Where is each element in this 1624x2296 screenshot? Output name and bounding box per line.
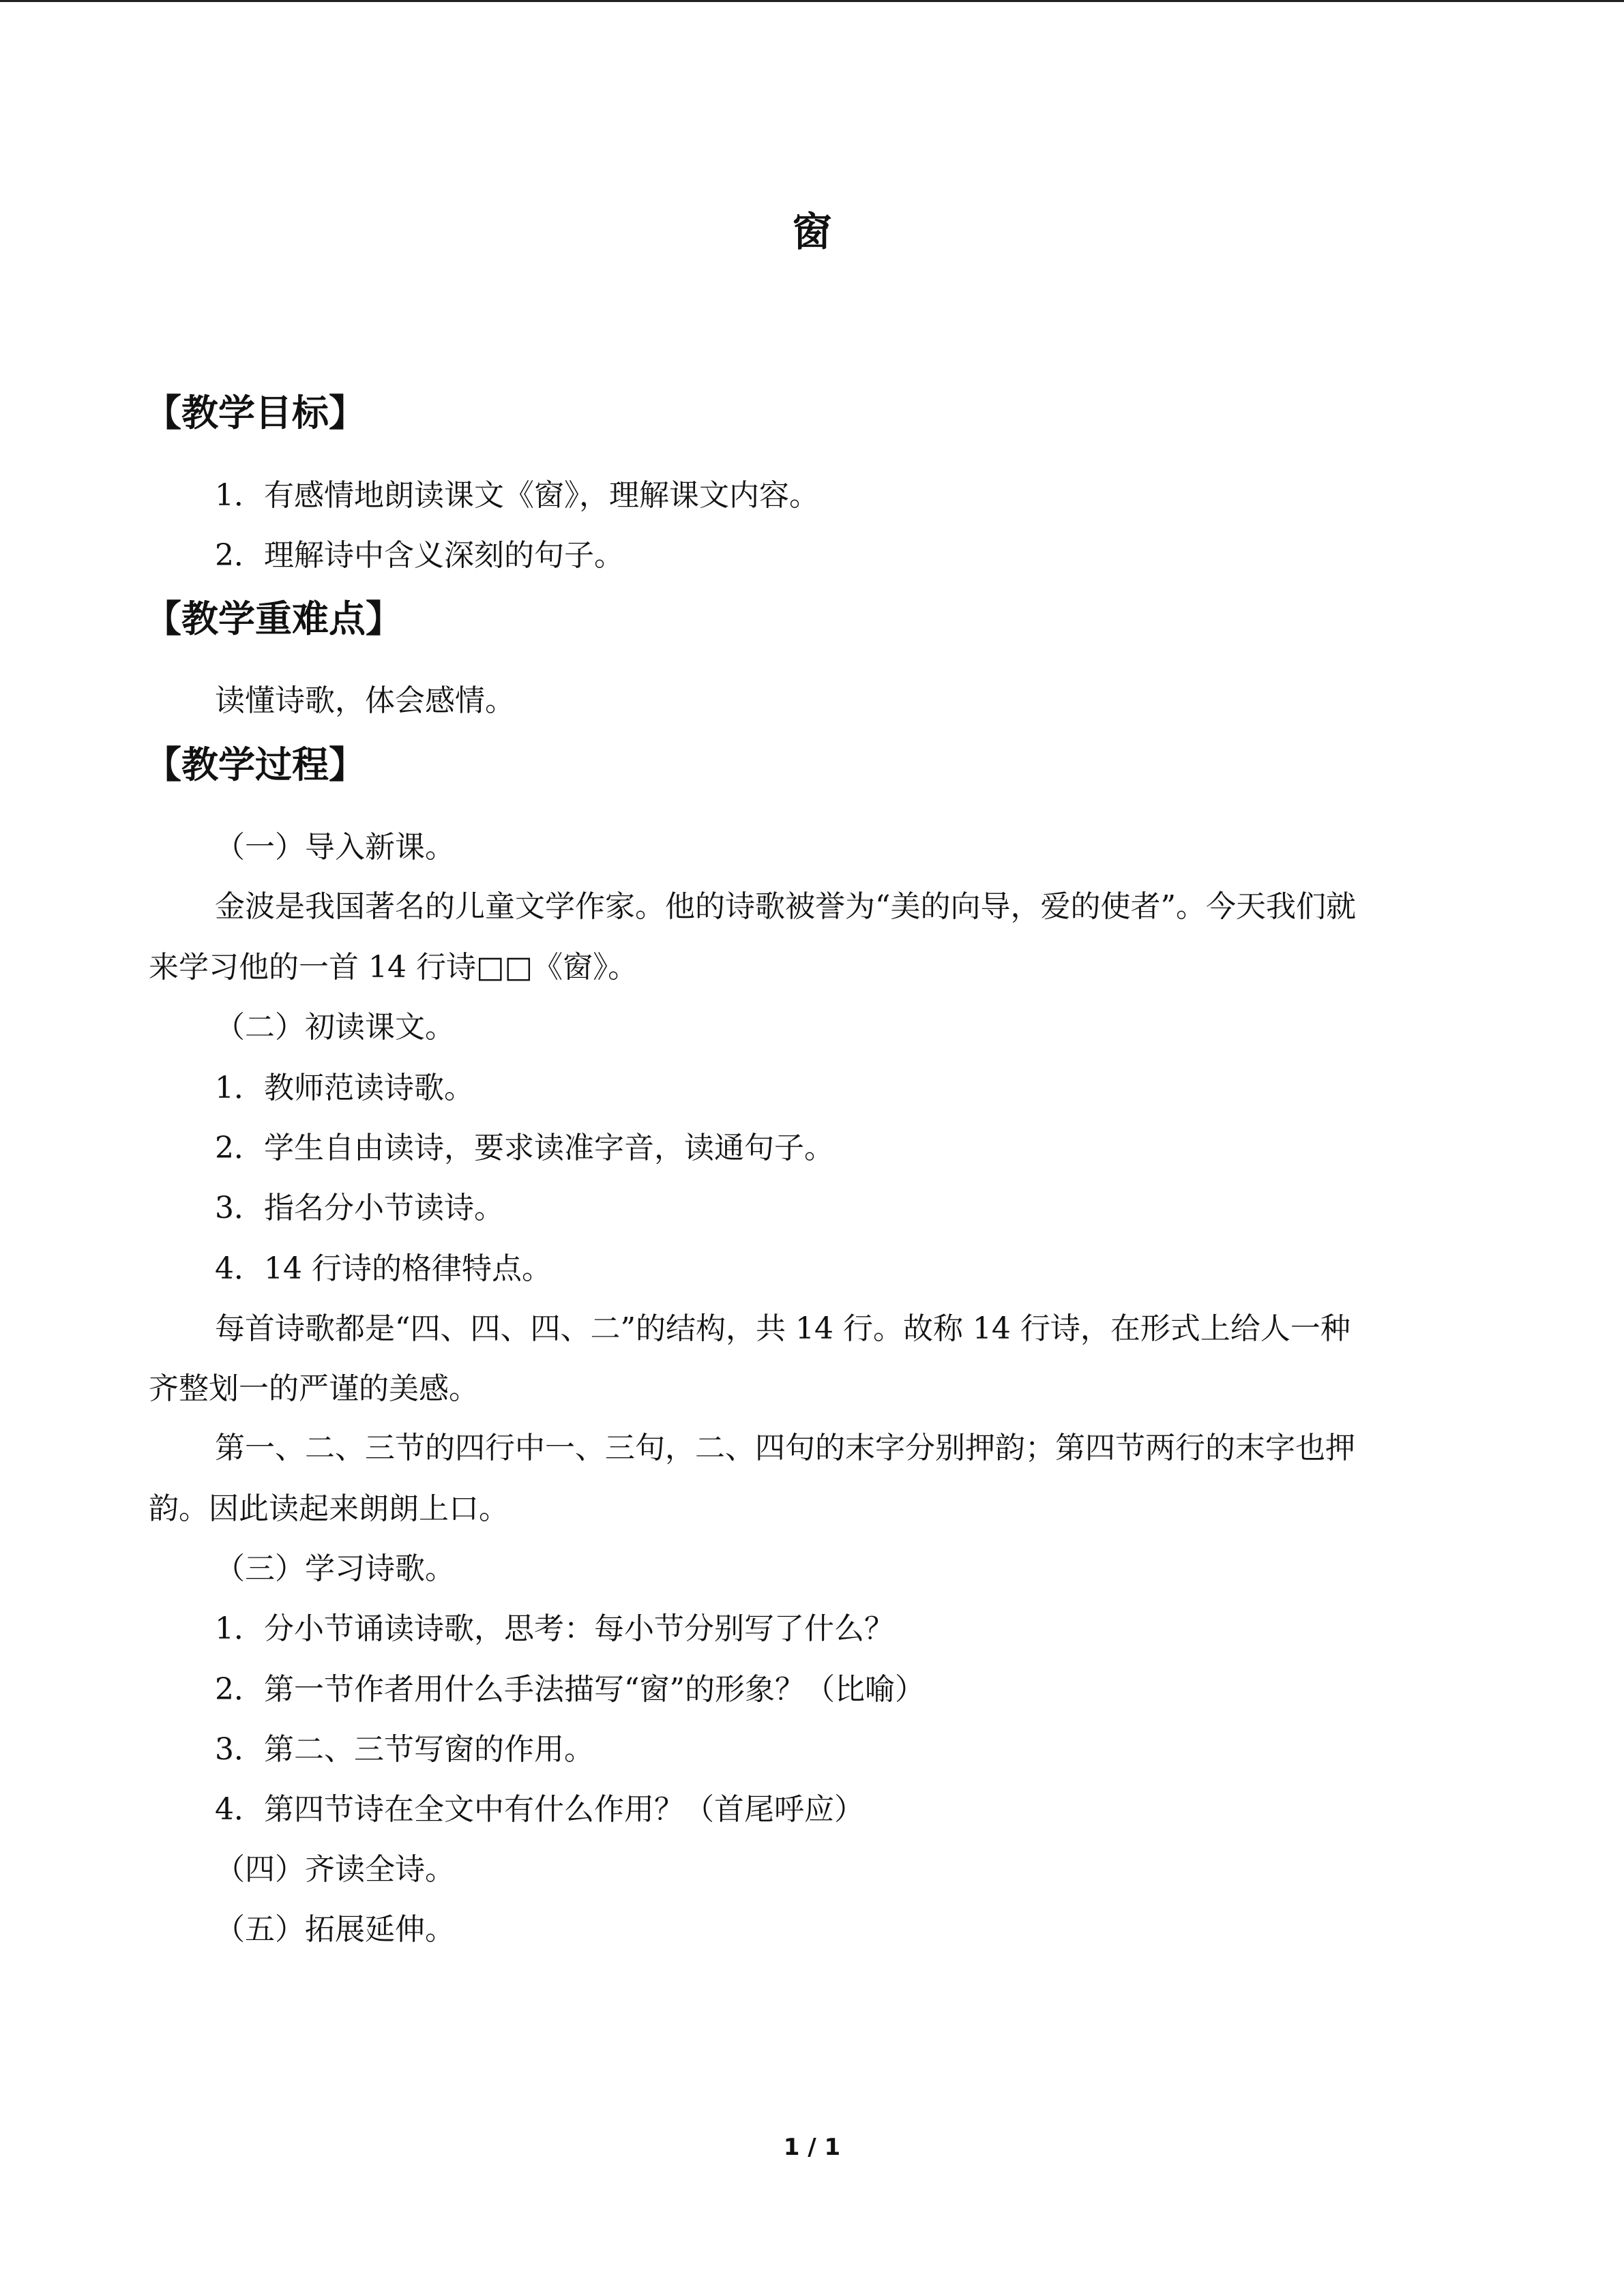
key-points-text: 读懂诗歌，体会感情。 [215,683,515,718]
process-step-study: （三）学习诗歌。 [215,1551,455,1586]
paragraph-line: 来学习他的一首 14 行诗□□《窗》。 [149,950,638,985]
objective-item: 1．有感情地朗读课文《窗》，理解课文内容。 [215,478,819,513]
section-heading-process: 【教学过程】 [145,743,366,786]
list-item: 3．第二、三节写窗的作用。 [215,1732,594,1767]
process-step-read-together: （四）齐读全诗。 [215,1852,455,1887]
objective-item: 2．理解诗中含义深刻的句子。 [215,538,624,573]
paragraph-line: 韵。因此读起来朗朗上口。 [149,1491,509,1526]
paragraph-line: 每首诗歌都是“四、四、四、二”的结构，共 14 行。故称 14 行诗，在形式上给人一种 [215,1311,1350,1346]
list-item: 3．指名分小节读诗。 [215,1191,504,1225]
list-item: 1．教师范读诗歌。 [215,1071,474,1105]
paragraph-line: 齐整划一的严谨的美感。 [149,1371,479,1406]
process-step-extension: （五）拓展延伸。 [215,1912,455,1947]
page-number: 1 / 1 [783,2134,841,2161]
paragraph-line: 金波是我国著名的儿童文学作家。他的诗歌被誉为“美的向导，爱的使者”。今天我们就 [215,889,1356,924]
paragraph-line: 第一、二、三节的四行中一、三句，二、四句的末字分别押韵；第四节两行的末字也押 [215,1431,1355,1465]
list-item: 4．14 行诗的格律特点。 [215,1251,552,1286]
section-heading-key-points: 【教学重难点】 [145,597,402,640]
page-title: 窗 [792,209,832,255]
process-step-intro: （一）导入新课。 [215,830,455,865]
top-rule [0,0,1624,2]
process-step-first-reading: （二）初读课文。 [215,1010,455,1045]
list-item: 1．分小节诵读诗歌，思考：每小节分别写了什么？ [215,1611,894,1646]
list-item: 2．学生自由读诗，要求读准字音，读通句子。 [215,1131,834,1165]
list-item: 2．第一节作者用什么手法描写“窗”的形象？（比喻） [215,1672,925,1707]
list-item: 4．第四节诗在全文中有什么作用？（首尾呼应） [215,1792,864,1827]
section-heading-objectives: 【教学目标】 [145,391,366,434]
